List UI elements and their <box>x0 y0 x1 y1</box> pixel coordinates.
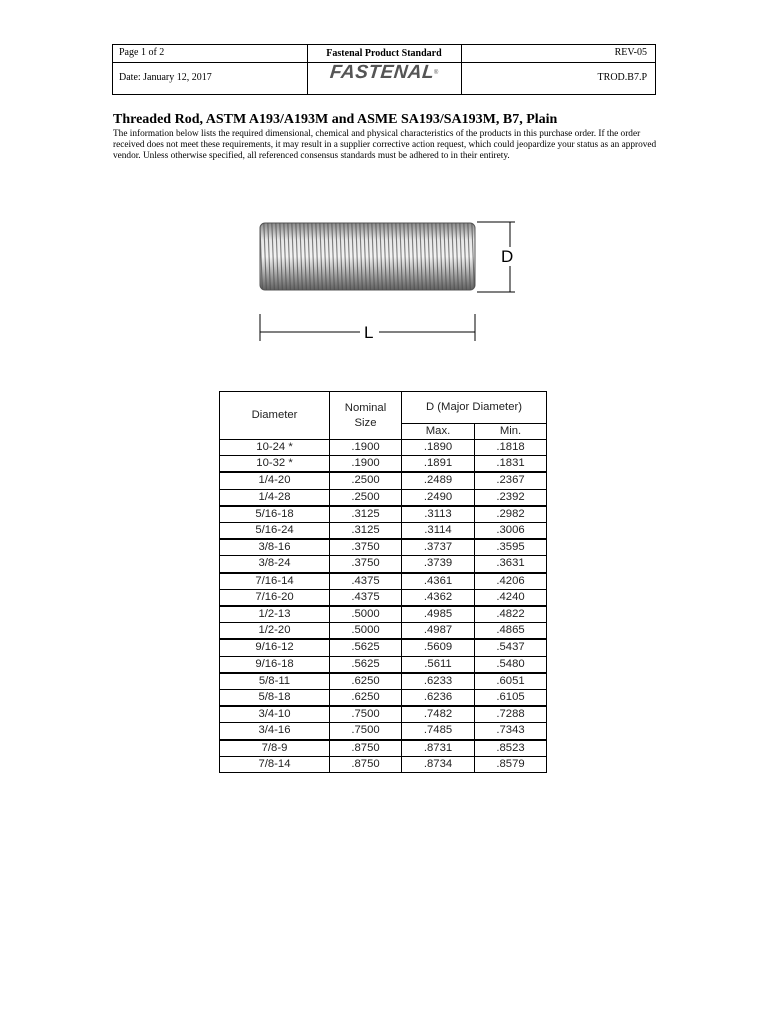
cell-min: .8579 <box>475 756 547 772</box>
table-row <box>220 723 547 740</box>
min-header: Min. <box>475 424 547 440</box>
page-title: Threaded Rod, ASTM A193/A193M and ASME SA193/SA193M, B7, Plain <box>113 112 558 127</box>
cell-nominal: .8750 <box>330 740 402 757</box>
table-row <box>220 556 547 573</box>
cell-max: .4985 <box>402 606 475 623</box>
cell-min: .8523 <box>475 740 547 757</box>
cell-min: .4865 <box>475 623 547 640</box>
revision-label: REV-05 <box>614 47 647 58</box>
cell-diameter: 7/8-9 <box>220 740 330 757</box>
cell-max: .7485 <box>402 723 475 740</box>
cell-min: .5480 <box>475 656 547 673</box>
table-row <box>220 489 547 506</box>
cell-diameter: 7/16-14 <box>220 573 330 590</box>
cell-max: .3739 <box>402 556 475 573</box>
cell-nominal: .2500 <box>330 489 402 506</box>
standard-title: Fastenal Product Standard <box>326 48 442 59</box>
table-row <box>220 606 547 623</box>
table-row <box>220 756 547 772</box>
table-row <box>220 639 547 656</box>
cell-max: .6236 <box>402 690 475 707</box>
table-row <box>220 472 547 489</box>
cell-nominal: .2500 <box>330 472 402 489</box>
cell-diameter: 9/16-12 <box>220 639 330 656</box>
cell-diameter: 7/16-20 <box>220 589 330 606</box>
cell-nominal: .8750 <box>330 756 402 772</box>
cell-min: .1818 <box>475 440 547 456</box>
cell-diameter: 1/2-20 <box>220 623 330 640</box>
cell-nominal: .5625 <box>330 656 402 673</box>
cell-diameter: 5/16-18 <box>220 506 330 523</box>
page-indicator: Page 1 of 2 <box>119 47 165 58</box>
cell-max: .4362 <box>402 589 475 606</box>
table-row <box>220 456 547 473</box>
cell-diameter: 3/4-16 <box>220 723 330 740</box>
cell-diameter: 10-24 * <box>220 440 330 456</box>
cell-max: .2489 <box>402 472 475 489</box>
cell-max: .8731 <box>402 740 475 757</box>
document-header <box>112 44 656 95</box>
table-row <box>220 573 547 590</box>
nominal-size-header: Nominal Size <box>330 392 402 440</box>
cell-min: .4240 <box>475 589 547 606</box>
cell-nominal: .6250 <box>330 673 402 690</box>
cell-max: .4361 <box>402 573 475 590</box>
document-id: TROD.B7.P <box>597 72 647 83</box>
cell-diameter: 3/8-24 <box>220 556 330 573</box>
table-row <box>220 539 547 556</box>
table-row <box>220 673 547 690</box>
cell-max: .1890 <box>402 440 475 456</box>
cell-min: .3595 <box>475 539 547 556</box>
cell-min: .4206 <box>475 573 547 590</box>
cell-nominal: .5000 <box>330 606 402 623</box>
cell-diameter: 7/8-14 <box>220 756 330 772</box>
cell-nominal: .1900 <box>330 440 402 456</box>
table-row <box>220 589 547 606</box>
table-row <box>220 706 547 723</box>
rod-body <box>260 223 475 290</box>
fastenal-logo: FASTENAL® <box>328 62 439 83</box>
cell-min: .2982 <box>475 506 547 523</box>
cell-min: .7288 <box>475 706 547 723</box>
cell-nominal: .5000 <box>330 623 402 640</box>
cell-diameter: 3/4-10 <box>220 706 330 723</box>
cell-diameter: 1/2-13 <box>220 606 330 623</box>
cell-min: .7343 <box>475 723 547 740</box>
dimension-table <box>219 391 547 773</box>
logo-text: FASTENAL <box>328 62 436 83</box>
cell-max: .1891 <box>402 456 475 473</box>
table-row <box>220 523 547 540</box>
table-row <box>220 440 547 456</box>
cell-max: .3114 <box>402 523 475 540</box>
cell-nominal: .3125 <box>330 523 402 540</box>
intro-paragraph: The information below lists the required dimensional, chemical and physical characteristics of the products in this purchase order. If the order received does not meet these requirements, it may result in a supplier corrective action request, which could jeopardize your status as an approved vendor. Unless otherwise specified, all referenced consensus standards must be adhered to in their entirety. <box>113 129 657 161</box>
document-date: Date: January 12, 2017 <box>119 72 212 83</box>
cell-max: .6233 <box>402 673 475 690</box>
diameter-header: Diameter <box>220 392 330 440</box>
max-header: Max. <box>402 424 475 440</box>
cell-min: .5437 <box>475 639 547 656</box>
threaded-rod-diagram <box>255 214 525 344</box>
cell-nominal: .3750 <box>330 539 402 556</box>
cell-min: .1831 <box>475 456 547 473</box>
table-row <box>220 506 547 523</box>
cell-nominal: .3125 <box>330 506 402 523</box>
table-row <box>220 656 547 673</box>
cell-diameter: 1/4-28 <box>220 489 330 506</box>
table-row <box>220 740 547 757</box>
cell-min: .2392 <box>475 489 547 506</box>
cell-max: .3737 <box>402 539 475 556</box>
length-label: L <box>364 323 374 342</box>
cell-nominal: .3750 <box>330 556 402 573</box>
cell-max: .4987 <box>402 623 475 640</box>
cell-diameter: 5/8-11 <box>220 673 330 690</box>
cell-min: .3006 <box>475 523 547 540</box>
diameter-label: D <box>501 247 514 266</box>
cell-diameter: 5/16-24 <box>220 523 330 540</box>
cell-nominal: .7500 <box>330 706 402 723</box>
major-diameter-header: D (Major Diameter) <box>402 392 547 424</box>
cell-nominal: .1900 <box>330 456 402 473</box>
cell-max: .5609 <box>402 639 475 656</box>
table-row <box>220 623 547 640</box>
cell-min: .6105 <box>475 690 547 707</box>
cell-min: .3631 <box>475 556 547 573</box>
cell-max: .7482 <box>402 706 475 723</box>
cell-diameter: 5/8-18 <box>220 690 330 707</box>
cell-max: .8734 <box>402 756 475 772</box>
cell-nominal: .6250 <box>330 690 402 707</box>
cell-nominal: .4375 <box>330 573 402 590</box>
cell-nominal: .7500 <box>330 723 402 740</box>
cell-nominal: .4375 <box>330 589 402 606</box>
cell-min: .6051 <box>475 673 547 690</box>
cell-max: .5611 <box>402 656 475 673</box>
cell-nominal: .5625 <box>330 639 402 656</box>
cell-diameter: 9/16-18 <box>220 656 330 673</box>
cell-min: .2367 <box>475 472 547 489</box>
cell-max: .3113 <box>402 506 475 523</box>
cell-max: .2490 <box>402 489 475 506</box>
cell-diameter: 10-32 * <box>220 456 330 473</box>
table-row <box>220 690 547 707</box>
cell-diameter: 1/4-20 <box>220 472 330 489</box>
cell-min: .4822 <box>475 606 547 623</box>
cell-diameter: 3/8-16 <box>220 539 330 556</box>
